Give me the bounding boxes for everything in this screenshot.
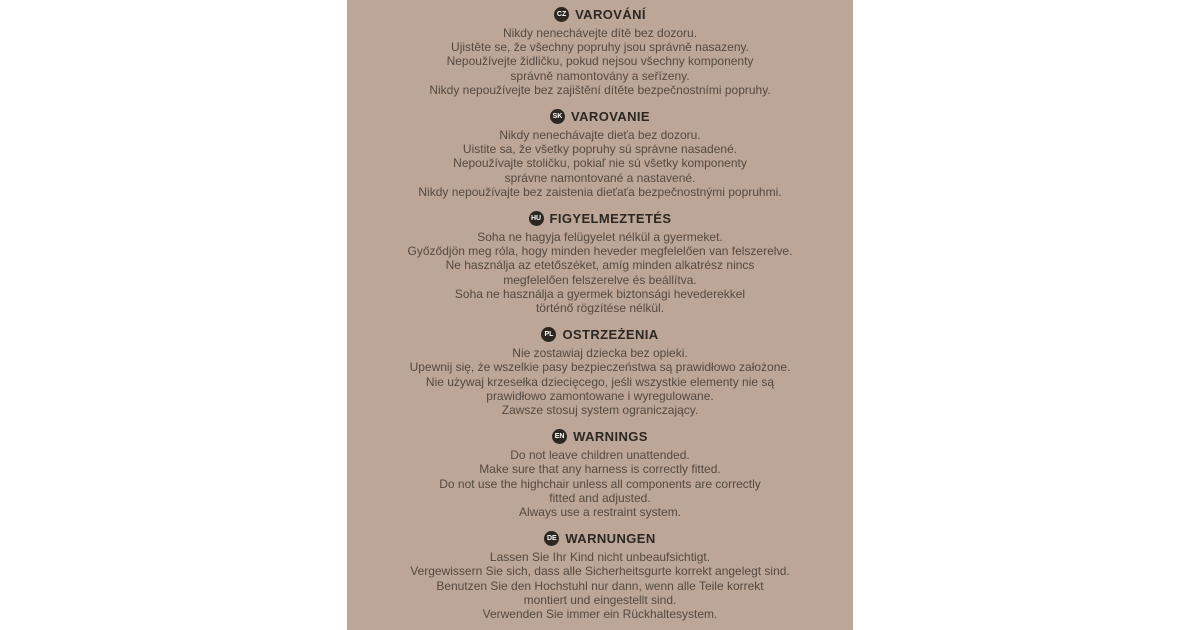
- warning-section: [347, 210, 853, 315]
- warning-line: správně namontovány a seřízeny.: [510, 68, 690, 83]
- warning-line: Soha ne hagyja felügyelet nélkül a gyermeket.: [477, 230, 723, 245]
- section-title: VAROVÁNÍ: [575, 6, 646, 22]
- section-heading: [347, 326, 853, 342]
- warning-line: Upewnij się, że wszelkie pasy bezpieczeństwa są prawidłowo założone.: [409, 360, 791, 375]
- section-heading: [347, 530, 853, 546]
- section-heading: [347, 108, 853, 124]
- section-title: VAROVANIE: [571, 108, 650, 124]
- warning-line: montiert und eingestellt sind.: [523, 592, 677, 607]
- section-body: [347, 128, 853, 199]
- warning-section: [347, 428, 853, 519]
- warning-section: [347, 326, 853, 417]
- warning-line: Always use a restraint system.: [518, 505, 682, 520]
- warning-line: Ujistěte se, že všechny popruhy jsou správně nasazeny.: [451, 40, 749, 55]
- warning-line: Nikdy nenechávejte dítě bez dozoru.: [502, 26, 698, 40]
- warning-line: Do not leave children unattended.: [510, 448, 690, 463]
- warning-section: [347, 6, 853, 97]
- warning-line: Verwenden Sie immer ein Rückhaltesystem.: [482, 607, 718, 622]
- section-title: OSTRZEŻENIA: [562, 326, 659, 342]
- warning-line: Lassen Sie Ihr Kind nicht unbeaufsichtigt.: [489, 550, 711, 565]
- warning-line: Nepoužívajte stoličku, pokiaľ nie sú všetky komponenty: [453, 156, 747, 171]
- language-badge-icon: CZ: [554, 7, 569, 22]
- language-badge-icon: DE: [544, 531, 559, 546]
- section-title: WARNINGS: [573, 428, 648, 444]
- section-heading: [347, 6, 853, 22]
- warning-line: Do not use the highchair unless all components are correctly: [439, 476, 761, 491]
- warning-line: Ne használja az etetőszéket, amíg minden alkatrész nincs: [445, 258, 755, 273]
- language-badge-icon: EN: [552, 429, 567, 444]
- language-badge-icon: HU: [529, 211, 544, 226]
- warning-line: történő rögzítése nélkül.: [535, 301, 665, 316]
- section-title: FIGYELMEZTETÉS: [549, 210, 672, 226]
- warning-line: Nie zostawiaj dziecka bez opieki.: [512, 346, 688, 361]
- language-badge-icon: SK: [550, 109, 565, 124]
- warning-line: Vergewissern Sie sich, dass alle Sicherheitsgurte korrekt angelegt sind.: [410, 564, 790, 579]
- warning-section: [347, 108, 853, 199]
- warnings-panel: [347, 0, 853, 630]
- language-badge-icon: PL: [541, 327, 556, 342]
- warning-line: Benutzen Sie den Hochstuhl nur dann, wenn alle Teile korrekt: [436, 578, 764, 593]
- section-body: [347, 550, 853, 621]
- warning-line: Győződjön meg róla, hogy minden heveder megfelelően van felszerelve.: [407, 244, 793, 259]
- section-title: WARNUNGEN: [565, 530, 656, 546]
- warning-line: Nikdy nepoužívejte bez zajištění dítěte bezpečnostními popruhy.: [429, 82, 771, 97]
- warning-line: Soha ne használja a gyermek biztonsági hevederekkel: [454, 286, 746, 301]
- section-body: [347, 346, 853, 417]
- warning-line: prawidłowo zamontowane i wyregulowane.: [486, 388, 714, 403]
- warning-line: Nikdy nepoužívajte bez zaistenia dieťaťa bezpečnostnými popruhmi.: [418, 184, 782, 199]
- warning-line: Zawsze stosuj system ograniczający.: [501, 403, 699, 418]
- warning-section: [347, 530, 853, 621]
- section-body: [347, 26, 853, 97]
- warning-line: Make sure that any harness is correctly fitted.: [479, 462, 721, 477]
- warning-line: fitted and adjusted.: [549, 490, 651, 505]
- section-heading: [347, 428, 853, 444]
- section-heading: [347, 210, 853, 226]
- warning-line: megfelelően felszerelve és beállítva.: [503, 272, 697, 287]
- section-body: [347, 230, 853, 315]
- warning-line: správne namontované a nastavené.: [504, 170, 696, 185]
- warning-line: Nikdy nenechávajte dieťa bez dozoru.: [499, 128, 701, 143]
- warning-line: Nepoužívejte židličku, pokud nejsou všechny komponenty: [446, 54, 754, 69]
- warning-line: Nie używaj krzesełka dziecięcego, jeśli wszystkie elementy nie są: [425, 374, 775, 389]
- warning-line: Uistite sa, že všetky popruhy sú správne nasadené.: [462, 142, 738, 157]
- section-body: [347, 448, 853, 519]
